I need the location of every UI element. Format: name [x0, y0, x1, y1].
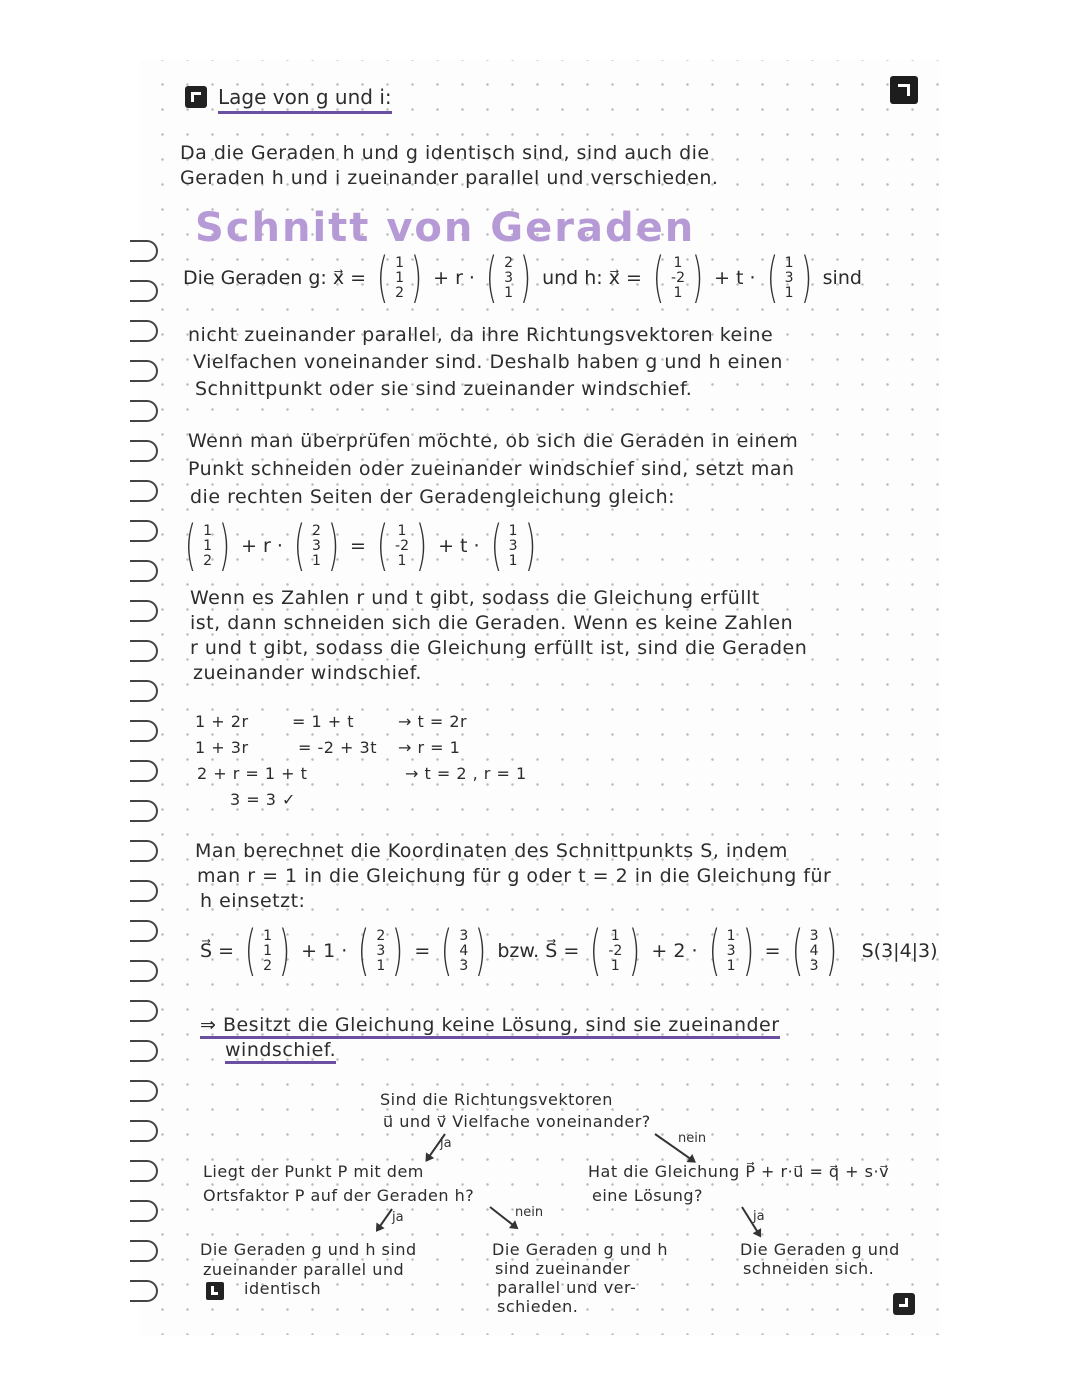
corner-marker-icon	[185, 86, 207, 108]
s-point: S(3|4|3)	[861, 940, 938, 962]
para2-line-3: die rechten Seiten der Geradengleichung gleich:	[190, 486, 676, 508]
s-result-2: ( 3 4 3 )	[791, 919, 837, 982]
system-row-2-right: → r = 1	[398, 738, 461, 757]
page-title: Schnitt von Geraden	[195, 205, 696, 251]
h-support-vector: ( 1 -2 1 )	[652, 246, 704, 309]
line-definition	[183, 248, 862, 308]
system-row-1-left: 1 + 2r	[195, 712, 249, 731]
flow-a1-line-3: identisch	[244, 1279, 322, 1298]
para3-line-1: Wenn es Zahlen r und t gibt, sodass die Gleichung erfüllt	[190, 587, 760, 609]
flow-q3-line-2: eine Lösung?	[592, 1186, 704, 1205]
flow-q1-line-1: Sind die Richtungsvektoren	[380, 1090, 613, 1109]
system-row-3-right: → t = 2 , r = 1	[405, 764, 527, 783]
s-bzw: bzw. S⃗ =	[497, 940, 580, 962]
intro-line-2: Geraden h und i zueinander parallel und verschieden.	[180, 167, 719, 189]
flow-a1-line-1: Die Geraden g und h sind	[200, 1240, 417, 1259]
equation	[180, 515, 541, 577]
para4-line-3: h einsetzt:	[200, 890, 306, 912]
conclusion-text-2: windschief.	[225, 1039, 336, 1064]
flow-a2-line-1: Die Geraden g und h	[492, 1240, 668, 1259]
eq-plus-r: + r ·	[241, 535, 283, 557]
system-row-4-left: 3 = 3 ✓	[230, 790, 296, 809]
s-h-direction: ( 1 3 1 )	[708, 919, 754, 982]
s-eq-2: =	[764, 940, 781, 962]
para3-line-2: ist, dann schneiden sich die Geraden. Wenn es keine Zahlen	[190, 612, 794, 634]
plus-t: + t ·	[714, 267, 756, 289]
eq-equals: =	[350, 535, 366, 557]
system-row-1-mid: = 1 + t	[292, 712, 355, 731]
intro-line-1: Da die Geraden h und g identisch sind, sind auch die	[180, 142, 710, 164]
conclusion-line-2	[225, 1037, 336, 1063]
label-nein-1: nein	[678, 1131, 707, 1146]
para3-line-4: zueinander windschief.	[193, 662, 422, 684]
para2-line-1: Wenn man überprüfen möchte, ob sich die Geraden in einem	[188, 430, 799, 452]
para3-line-3: r und t gibt, sodass die Gleichung erfüllt ist, sind die Geraden	[190, 637, 808, 659]
system-row-2-mid: = -2 + 3t	[298, 738, 377, 757]
conclusion-line-1	[200, 1012, 922, 1038]
system-row-1-right: → t = 2r	[398, 712, 468, 731]
flow-a2-line-4: schieden.	[497, 1297, 579, 1316]
system-row-2-left: 1 + 3r	[195, 738, 249, 757]
eq-plus-t: + t ·	[438, 535, 480, 557]
sind: sind	[822, 267, 862, 289]
label-ja-1: ja	[440, 1136, 452, 1151]
plus-r: + r ·	[433, 267, 475, 289]
s-g-support: ( 1 1 2 )	[244, 919, 291, 982]
spiral-binding	[130, 240, 170, 1320]
s-plus-2: + 2 ·	[651, 940, 698, 962]
para1-line-3: Schnittpunkt oder sie sind zueinander windschief.	[195, 378, 693, 400]
label-ja-3: ja	[753, 1209, 765, 1224]
flow-q2-line-1: Liegt der Punkt P mit dem	[203, 1162, 424, 1181]
para4-line-1: Man berechnet die Koordinaten des Schnittpunkts S, indem	[195, 840, 788, 862]
flow-q1-line-2: u⃗ und v⃗ Vielfache voneinander?	[383, 1112, 651, 1131]
s-calculation	[200, 918, 938, 984]
h-direction-vector: ( 1 3 1 )	[766, 246, 812, 309]
eq-g-direction: ( 2 3 1 )	[293, 514, 340, 577]
s-label: S⃗ =	[200, 940, 235, 962]
s-plus-1: + 1 ·	[301, 940, 348, 962]
eq-h-support: ( 1 -2 1 )	[376, 514, 428, 577]
flow-a1-line-2: zueinander parallel und	[203, 1260, 405, 1279]
flow-a3-line-2: schneiden sich.	[743, 1259, 875, 1278]
s-g-direction: ( 2 3 1 )	[357, 919, 404, 982]
s-h-support: ( 1 -2 1 )	[590, 919, 641, 982]
line-def-prefix: Die Geraden g: x⃗ =	[183, 267, 367, 289]
page-marker-icon	[890, 76, 918, 104]
system-row-3-left: 2 + r = 1 + t	[197, 764, 308, 783]
conclusion-text-1: ⇒ Besitzt die Gleichung keine Lösung, sind sie zueinander	[200, 1014, 780, 1039]
flow-q2-line-2: Ortsfaktor P auf der Geraden h?	[203, 1186, 475, 1205]
und-h: und h: x⃗ =	[542, 267, 642, 289]
para1-line-1: nicht zueinander parallel, da ihre Richtungsvektoren keine	[188, 324, 774, 346]
flow-a3-line-1: Die Geraden g und	[740, 1240, 900, 1259]
flow-q3-line-1: Hat die Gleichung P⃗ + r·u⃗ = q⃗ + s·v⃗	[588, 1162, 890, 1181]
eq-g-support: ( 1 1 2 )	[184, 514, 231, 577]
s-result-1: ( 3 4 3 )	[440, 919, 487, 982]
s-eq-1: =	[414, 940, 431, 962]
checkbox-icon	[206, 1282, 224, 1300]
para2-line-2: Punkt schneiden oder zueinander windschief sind, setzt man	[188, 458, 795, 480]
page-end-icon	[893, 1293, 915, 1315]
section-heading: Lage von g und i:	[218, 84, 392, 114]
para1-line-2: Vielfachen voneinander sind. Deshalb haben g und h einen	[193, 351, 783, 373]
flow-a2-line-3: parallel und ver-	[497, 1278, 637, 1297]
g-direction-vector: ( 2 3 1 )	[485, 246, 532, 309]
g-support-vector: ( 1 1 2 )	[376, 246, 423, 309]
eq-h-direction: ( 1 3 1 )	[490, 514, 536, 577]
flow-a2-line-2: sind zueinander	[495, 1259, 631, 1278]
label-ja-2: ja	[392, 1210, 404, 1225]
label-nein-2: nein	[515, 1205, 544, 1220]
para4-line-2: man r = 1 in die Gleichung für g oder t = 2 in die Gleichung für	[197, 865, 832, 887]
